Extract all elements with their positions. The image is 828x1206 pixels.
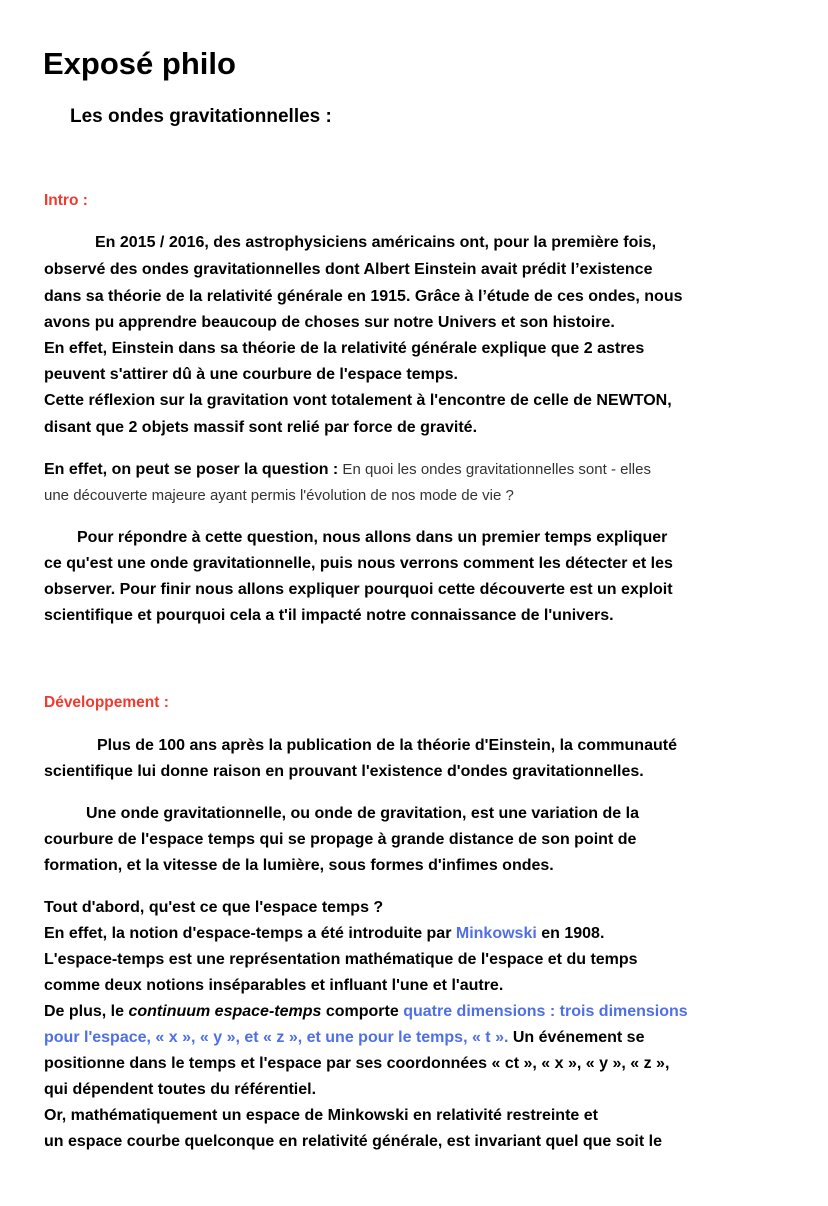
document-title: Exposé philo [43,46,236,81]
minkowski-link[interactable]: Minkowski [455,925,537,942]
development-line: courbure de l'espace temps qui se propage à grande distance de son point de [44,831,637,848]
development-line: comme deux notions inséparables et influant l'une et l'autre. [44,977,504,994]
question-text: une découverte majeure ayant permis l'évolution de nos mode de vie ? [44,487,514,504]
development-line [44,1025,644,1051]
dimensions-link[interactable]: quatre dimensions : trois dimensions [403,1003,688,1020]
intro-line: En 2015 / 2016, des astrophysiciens américains ont, pour la première fois, [95,234,657,251]
intro-line: En effet, Einstein dans sa théorie de la relativité générale explique que 2 astres [44,340,645,357]
intro-line: Cette réflexion sur la gravitation vont totalement à l'encontre de celle de NEWTON, [44,392,672,409]
development-line: Or, mathématiquement un espace de Minkowski en relativité restreinte et [44,1107,598,1124]
development-line: scientifique lui donne raison en prouvant l'existence d'ondes gravitationnelles. [44,763,644,780]
development-line: qui dépendent toutes du référentiel. [44,1081,317,1098]
development-line: formation, et la vitesse de la lumière, sous formes d'infimes ondes. [44,857,554,874]
development-line [44,999,688,1025]
intro-line: dans sa théorie de la relativité générale en 1915. Grâce à l’étude de ces ondes, nous [44,288,683,305]
intro-heading: Intro : [44,192,88,209]
text: Un événement se [508,1029,645,1046]
development-line: Tout d'abord, qu'est ce que l'espace temps ? [44,899,384,916]
plan-line: scientifique et pourquoi cela a t'il impacté notre connaissance de l'univers. [44,607,614,624]
intro-line: observé des ondes gravitationnelles dont Albert Einstein avait prédit l’existence [44,261,653,278]
question-text: En quoi les ondes gravitationnelles sont - elles [338,461,651,478]
development-line: un espace courbe quelconque en relativité générale, est invariant quel que soit le [44,1133,662,1150]
document-subtitle: Les ondes gravitationnelles : [70,106,332,127]
development-line [44,921,604,947]
intro-line: disant que 2 objets massif sont relié par force de gravité. [44,419,478,436]
question-lead: En effet, on peut se poser la question : [44,461,339,478]
development-heading: Développement : [44,694,169,711]
development-line: L'espace-temps est une représentation mathématique de l'espace et du temps [44,951,638,968]
plan-line: ce qu'est une onde gravitationnelle, puis nous verrons comment les détecter et les [44,555,673,572]
plan-line: observer. Pour finir nous allons expliquer pourquoi cette découverte est un exploit [44,581,673,598]
intro-line: avons pu apprendre beaucoup de choses sur notre Univers et son histoire. [44,314,615,331]
text: comporte [321,1003,404,1020]
question-line [44,457,651,483]
dimensions-link[interactable]: pour l'espace, « x », « y », et « z », et une pour le temps, « t ». [44,1029,509,1046]
plan-line: Pour répondre à cette question, nous allons dans un premier temps expliquer [77,529,668,546]
development-line: Plus de 100 ans après la publication de la théorie d'Einstein, la communauté [97,737,677,754]
text: En effet, la notion d'espace-temps a été introduite par [44,925,456,942]
intro-line: peuvent s'attirer dû à une courbure de l'espace temps. [44,366,458,383]
text: en 1908. [536,925,605,942]
italic-text: continuum espace-temps [128,1003,322,1020]
development-line: positionne dans le temps et l'espace par ses coordonnées « ct », « x », « y », « z », [44,1055,670,1072]
text: De plus, le [44,1003,129,1020]
development-line: Une onde gravitationnelle, ou onde de gravitation, est une variation de la [86,805,639,822]
